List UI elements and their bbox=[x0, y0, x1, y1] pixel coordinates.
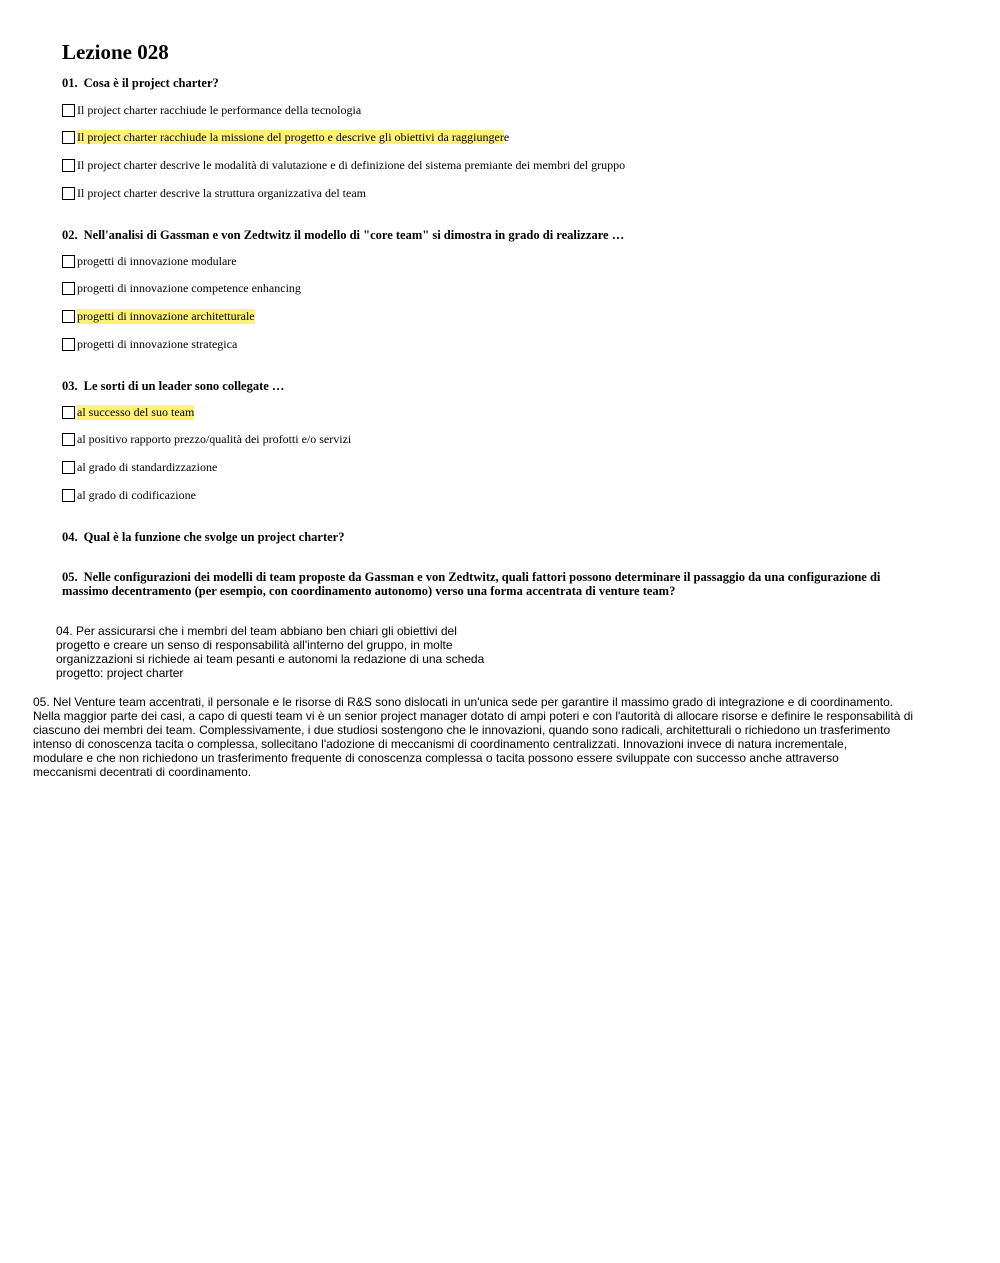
checkbox[interactable] bbox=[62, 131, 75, 144]
question-number: 05. bbox=[62, 570, 78, 584]
option-text: progetti di innovazione strategica bbox=[77, 336, 238, 351]
question-number: 01. bbox=[62, 76, 78, 90]
checkbox[interactable] bbox=[62, 489, 75, 502]
checkbox[interactable] bbox=[62, 338, 75, 351]
question-04 bbox=[62, 530, 942, 544]
question-text: Nelle configurazioni dei modelli di team proposte da Gassman e von Zedtwitz, quali fattori possono determinare il passaggio da una configurazione di massimo decentramento (per esempio, con coordinamento autonomo) verso una forma accentrata di venture team? bbox=[62, 570, 881, 598]
question-text: Nell'analisi di Gassman e von Zedtwitz il modello di "core team" si dimostra in grado di realizzare … bbox=[83, 228, 625, 242]
question-number: 04. bbox=[62, 530, 78, 544]
lesson-title: Lezione 028 bbox=[62, 40, 169, 64]
question-number: 02. bbox=[62, 228, 78, 242]
option-text: progetti di innovazione competence enhancing bbox=[77, 280, 301, 295]
checkbox[interactable] bbox=[62, 159, 75, 172]
answer-option[interactable] bbox=[62, 280, 301, 296]
question-text: Qual è la funzione che svolge un project charter? bbox=[83, 530, 345, 544]
option-text-wrapper bbox=[77, 130, 509, 145]
option-text-suffix: e bbox=[503, 129, 510, 144]
answer-option[interactable] bbox=[62, 308, 255, 324]
checkbox[interactable] bbox=[62, 461, 75, 474]
answer-option[interactable] bbox=[62, 157, 625, 173]
checkbox[interactable] bbox=[62, 310, 75, 323]
checkbox[interactable] bbox=[62, 282, 75, 295]
answer-option[interactable] bbox=[62, 102, 361, 118]
answer-option[interactable] bbox=[62, 431, 351, 447]
checkbox[interactable] bbox=[62, 255, 75, 268]
checkbox[interactable] bbox=[62, 433, 75, 446]
answer-option[interactable] bbox=[62, 129, 509, 145]
option-text: al positivo rapporto prezzo/qualità dei profotti e/o servizi bbox=[77, 431, 352, 446]
option-text: progetti di innovazione modulare bbox=[77, 253, 237, 268]
answer-option[interactable] bbox=[62, 459, 217, 475]
answer-option[interactable] bbox=[62, 487, 196, 503]
checkbox[interactable] bbox=[62, 406, 75, 419]
option-text: al grado di standardizzazione bbox=[77, 459, 218, 474]
question-05 bbox=[62, 570, 922, 598]
question-03 bbox=[62, 379, 942, 393]
question-02 bbox=[62, 228, 942, 242]
question-01 bbox=[62, 76, 942, 90]
option-text-highlighted: progetti di innovazione architetturale bbox=[77, 308, 255, 323]
option-text: Il project charter descrive la struttura organizzativa del team bbox=[77, 185, 366, 200]
option-text: Il project charter racchiude le performance della tecnologia bbox=[77, 102, 362, 117]
answer-option[interactable] bbox=[62, 253, 237, 269]
answer-option[interactable] bbox=[62, 185, 366, 201]
checkbox[interactable] bbox=[62, 187, 75, 200]
option-text: al grado di codificazione bbox=[77, 487, 196, 502]
answer-text-04: 04. Per assicurarsi che i membri del team abbiano ben chiari gli obiettivi del progetto e creare un senso di responsabilità all'interno del gruppo, in molte organizzazioni si richiede ai team pesanti e autonomi la redazione di una scheda progetto: project charter bbox=[56, 624, 485, 680]
option-text: Il project charter descrive le modalità di valutazione e di definizione del sistema premiante dei membri del gruppo bbox=[77, 157, 626, 172]
question-text: Le sorti di un leader sono collegate … bbox=[83, 379, 285, 393]
option-text-highlighted: al successo del suo team bbox=[77, 404, 195, 419]
checkbox[interactable] bbox=[62, 104, 75, 117]
question-text: Cosa è il project charter? bbox=[83, 76, 219, 90]
answer-option[interactable] bbox=[62, 404, 194, 420]
answer-option[interactable] bbox=[62, 336, 237, 352]
answer-text-05: 05. Nel Venture team accentrati, il personale e le risorse di R&S sono dislocati in un'unica sede per garantire il massimo grado di integrazione e di coordinamento. Nella maggior parte dei casi, a capo di questi team vi è un senior project manager dotato di ampi poteri e con l'autorità di allocare risorse e definire le responsabilità di ciascuno dei membri dei team. Complessivamente, i due studiosi sostengono che le innovazioni, quando sono radicali, architetturali o richiedono un trasferimento intenso di conoscenza tacita o complessa, sollecitano l'adozione di meccanismi di coordinamento centralizzati. Innovazioni invece di natura incrementale, modulare e che non richiedono un trasferimento frequente di conoscenza complessa o tacita possono essere sviluppate con successo anche attraverso meccanismi decentrati di coordinamento. bbox=[33, 695, 914, 779]
question-number: 03. bbox=[62, 379, 78, 393]
option-text-highlighted: Il project charter racchiude la missione del progetto e descrive gli obiettivi da raggiunger bbox=[77, 129, 504, 144]
